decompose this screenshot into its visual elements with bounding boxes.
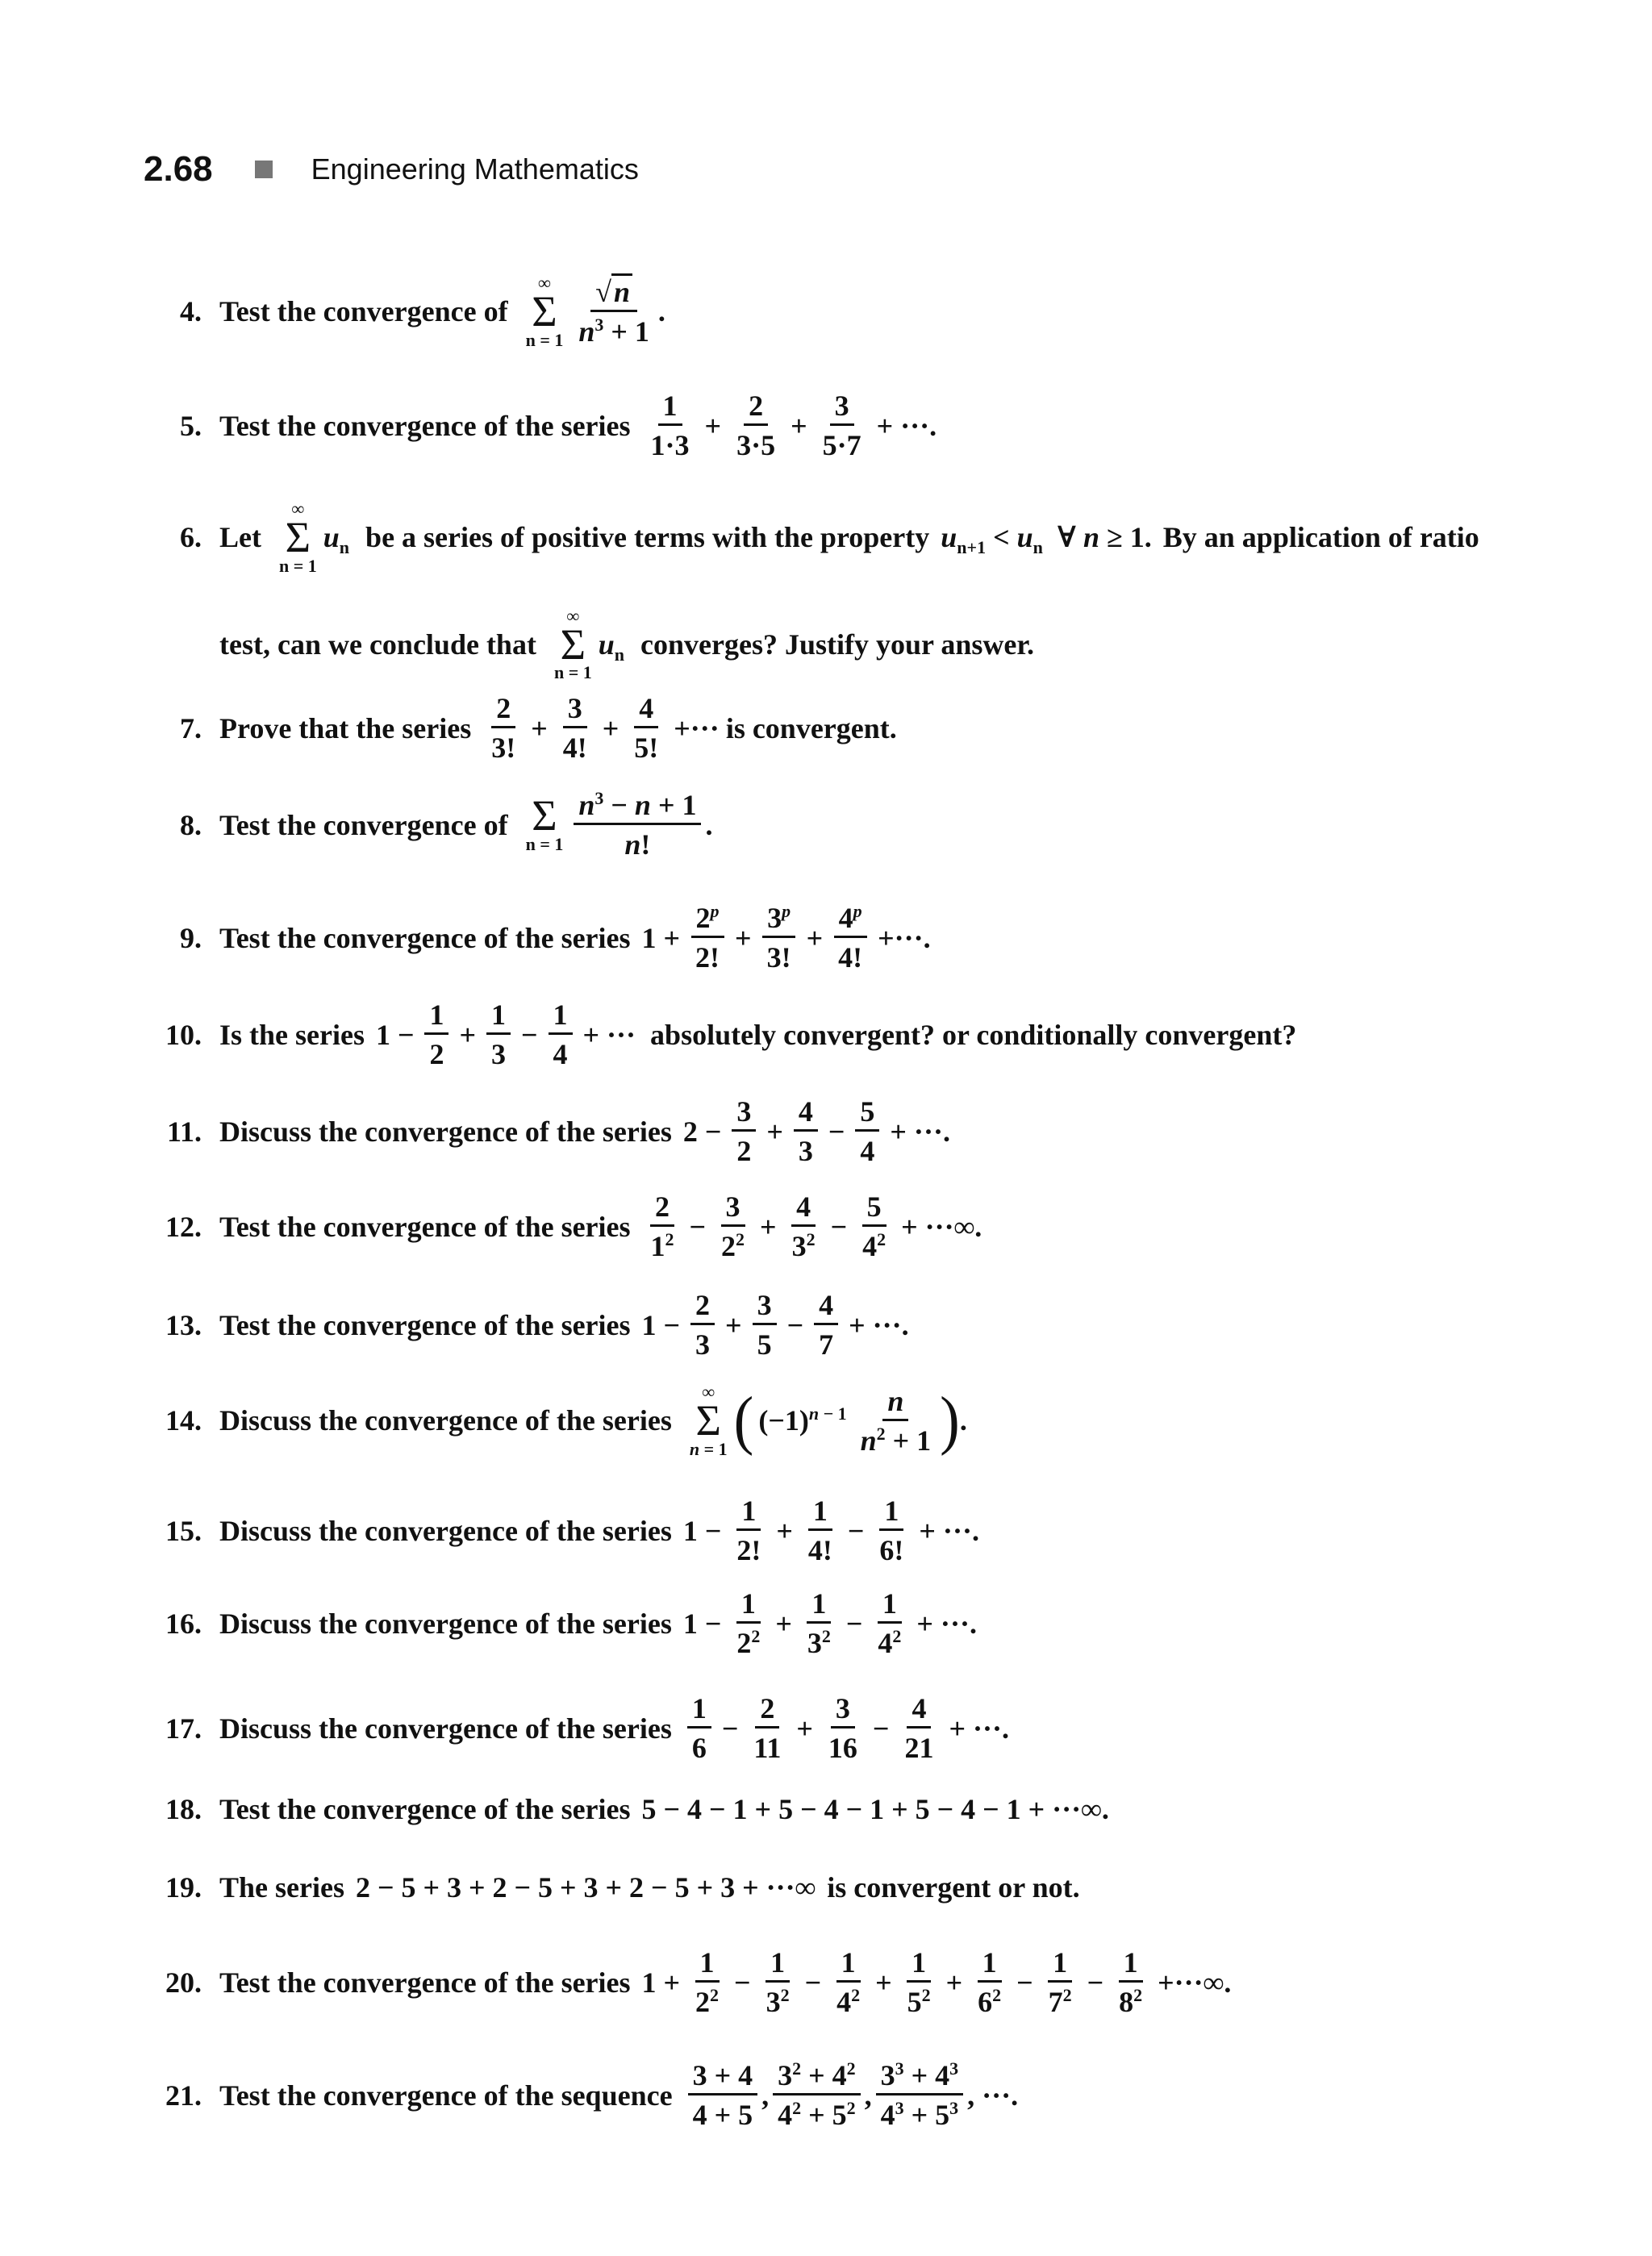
- fraction: $\frac{5}{4^2}$: [862, 1191, 886, 1262]
- fraction: $\frac{5}{4}$: [855, 1097, 879, 1166]
- fraction: $\frac{2}{3!}$: [491, 692, 516, 764]
- fraction: $\frac{n}{n^2 + 1}$: [860, 1384, 932, 1457]
- square-bullet-icon: [255, 161, 273, 178]
- fraction: $\frac{3}{2^2}$: [721, 1191, 745, 1262]
- problem-number: 16.: [165, 1607, 202, 1640]
- problem-text: Prove that the series: [219, 711, 472, 744]
- series-expression: 2 − 5 + 3 + 2 − 5 + 3 + 2 − 5 + 3 + ···∞: [355, 1871, 816, 1904]
- problem-text: Discuss the convergence of the series: [219, 1607, 672, 1640]
- problem-number: 18.: [165, 1793, 202, 1825]
- problem-text: converges? Justify your answer.: [640, 628, 1035, 661]
- fraction: $\frac{n^3 - n + 1}{n!}$: [574, 790, 701, 859]
- problem-number: 11.: [166, 1115, 202, 1148]
- fraction: $\frac{1}{6^2}$: [978, 1946, 1002, 2018]
- problem-13: 13. Test the convergence of the series 1 − $\frac{2}{3}$ + $\frac{3}{5}$ − $\frac{4}{7}$ + ···.: [129, 1291, 1596, 1359]
- problem-suffix: absolutely convergent? or conditionally convergent?: [650, 1018, 1297, 1051]
- problem-text: Test the convergence of the series: [219, 409, 631, 442]
- problem-14: 14. Discuss the convergence of the series ∞ Σ n = 1 ( $(-1)^{n - 1}$ $\frac{n}{n^2 + 1}$ ) .: [129, 1383, 1596, 1458]
- problem-21: 21. Test the convergence of the sequence $\frac{3 + 4}{4 + 5}$ , $\frac{3^2 + 4^2}{4^2 + 5^2}$ , $\frac{3^3 + 4^3}{4^3 + 5^3}$ , ···.: [129, 2061, 1596, 2129]
- fraction: $\frac{1}{2^2}$: [695, 1946, 720, 2018]
- fraction: $\frac{3}{4!}$: [562, 692, 587, 764]
- problem-text: Discuss the convergence of the series: [219, 1115, 672, 1148]
- fraction: $\frac{3}{5}$: [753, 1291, 777, 1359]
- problem-text: Test the convergence of the sequence: [219, 2079, 673, 2112]
- sum-symbol: ∞ Σ n = 1: [525, 273, 564, 350]
- fraction: $\frac{1}{6}$: [687, 1694, 711, 1762]
- problem-number: 19.: [165, 1871, 202, 1904]
- fraction: $\frac{1}{7^2}$: [1048, 1946, 1072, 2018]
- problem-4: 4. Test the convergence of ∞ Σ n = 1 $\frac{√n}{n^3 + 1}$ .: [129, 274, 1596, 349]
- problem-text: Discuss the convergence of the series: [219, 1514, 672, 1547]
- fraction: $\frac{3}{16}$: [828, 1692, 857, 1764]
- page-header: [144, 141, 639, 198]
- problem-number: 12.: [165, 1210, 202, 1243]
- fraction: $\frac{4}{5!}$: [634, 692, 659, 764]
- problem-number: 8.: [180, 808, 202, 841]
- problem-number: 10.: [165, 1018, 202, 1051]
- fraction: $\frac{4}{7}$: [814, 1291, 838, 1359]
- fraction: $\frac{1}{2^2}$: [736, 1587, 761, 1659]
- problem-16: 16. Discuss the convergence of the series 1 − $\frac{1}{2^2}$ + $\frac{1}{3^2}$ − $\frac{1}{4^2}$ + ···.: [129, 1589, 1596, 1658]
- fraction: $\frac{1}{3^2}$: [766, 1946, 790, 2018]
- problem-number: 5.: [180, 409, 202, 442]
- sum-symbol: ∞ Σ n = 1: [689, 1382, 728, 1459]
- problem-suffix: is convergent.: [725, 711, 897, 744]
- page-number: 2.68: [144, 149, 213, 189]
- problem-15: 15. Discuss the convergence of the series 1 − $\frac{1}{2!}$ + $\frac{1}{4!}$ − $\frac{1}{6!}$ + ···.: [129, 1496, 1596, 1565]
- problem-number: 15.: [165, 1514, 202, 1547]
- problem-text: Test the convergence of the series: [219, 1966, 631, 1999]
- problem-5: 5. Test the convergence of the series $\frac{1}{1\cdot 3}$ + $\frac{2}{3\cdot 5}$ + $\frac{3}{5\cdot 7}$ + ···.: [129, 391, 1596, 460]
- problem-12: 12. Test the convergence of the series $\frac{2}{1^2}$ − $\frac{3}{2^2}$ + $\frac{4}{3^2}$ − $\frac{5}{4^2}$ + ···∞.: [129, 1192, 1596, 1261]
- fraction: $\frac{1}{4}$: [549, 1000, 573, 1069]
- fraction: $\frac{2}{3}$: [690, 1291, 715, 1359]
- fraction: $\frac{1}{1\cdot 3}$: [650, 390, 690, 461]
- fraction: $\frac{4}{21}$: [904, 1692, 934, 1764]
- problem-text: Discuss the convergence of the series: [219, 1712, 672, 1745]
- problem-text: Test the convergence of the series: [219, 1210, 631, 1243]
- fraction: $\frac{1}{3^2}$: [807, 1587, 831, 1659]
- fraction: $\frac{1}{3}$: [486, 1000, 511, 1069]
- problem-text: By an application of ratio: [1162, 521, 1479, 554]
- problem-number: 14.: [165, 1404, 202, 1437]
- problem-text: The series: [219, 1871, 344, 1904]
- fraction: $\frac{1}{6!}$: [879, 1495, 904, 1566]
- problem-19: [129, 1873, 1596, 1902]
- sum-symbol: Σ n = 1: [525, 791, 564, 854]
- fraction: $\frac{1}{2!}$: [736, 1495, 761, 1566]
- problem-9: 9. Test the convergence of the series 1 + $\frac{2^p}{2!}$ + $\frac{3^p}{3!}$ + $\frac{4^p}{4!}$ +···.: [129, 903, 1596, 972]
- problem-17: 17. Discuss the convergence of the series $\frac{1}{6}$ − $\frac{2}{11}$ + $\frac{3}{16}$ − $\frac{4}{21}$ + ···.: [129, 1694, 1596, 1762]
- problem-text: Test the convergence of: [219, 295, 508, 328]
- fraction: $\frac{2^p}{2!}$: [690, 903, 724, 972]
- fraction: $\frac{4}{3}$: [794, 1097, 818, 1166]
- fraction: $\frac{2}{3\cdot 5}$: [736, 390, 776, 461]
- problem-6: 6. Let ∞ Σ n = 1 $u_n$ be a series of positive terms with the property $u_{n+1} < u_n$ ∀ n ≥ 1. By an application of ratio test, can we conclude that ∞ Σ n = 1 $u_n$ converges? Justify your answer.: [129, 500, 1596, 682]
- fraction: $\frac{√n}{n^3 + 1}$: [574, 277, 654, 346]
- sum-symbol: ∞ Σ n = 1: [553, 605, 592, 683]
- problem-suffix: is convergent or not.: [827, 1871, 1080, 1904]
- fraction: $\frac{3^3 + 4^3}{4^3 + 5^3}$: [876, 2061, 964, 2129]
- fraction: $\frac{1}{5^2}$: [907, 1946, 931, 2018]
- fraction: $\frac{1}{4!}$: [807, 1495, 832, 1566]
- fraction: $\frac{3}{5\cdot 7}$: [822, 390, 861, 461]
- problem-number: 6.: [180, 521, 202, 554]
- fraction: $\frac{1}{4^2}$: [878, 1587, 902, 1659]
- book-title: Engineering Mathematics: [311, 152, 639, 186]
- fraction: $\frac{3}{2}$: [732, 1097, 756, 1166]
- problem-18: [129, 1795, 1596, 1824]
- problem-text: Test the convergence of the series: [219, 1793, 631, 1825]
- fraction: $\frac{4}{3^2}$: [791, 1191, 816, 1262]
- problem-text: Test the convergence of the series: [219, 921, 631, 954]
- series-expression: 5 − 4 − 1 + 5 − 4 − 1 + 5 − 4 − 1 + ···∞.: [641, 1793, 1109, 1825]
- fraction: $\frac{1}{8^2}$: [1119, 1946, 1143, 2018]
- fraction: $\frac{1}{4^2}$: [836, 1946, 861, 2018]
- problem-text: Test the convergence of the series: [219, 1308, 631, 1341]
- problem-text: be a series of positive terms with the property: [365, 521, 930, 554]
- problem-text: Let: [219, 521, 261, 554]
- problem-number: 9.: [180, 921, 202, 954]
- problem-10: 10. Is the series 1 − $\frac{1}{2}$ + $\frac{1}{3}$ − $\frac{1}{4}$ + ··· absolutely convergent? or conditionally convergent?: [129, 1000, 1596, 1069]
- problem-11: 11. Discuss the convergence of the series 2 − $\frac{3}{2}$ + $\frac{4}{3}$ − $\frac{5}{4}$ + ···.: [129, 1097, 1596, 1166]
- problem-7: 7. Prove that the series $\frac{2}{3!}$ + $\frac{3}{4!}$ + $\frac{4}{5!}$ +··· is convergent.: [129, 694, 1596, 762]
- fraction: $\frac{2}{1^2}$: [650, 1191, 674, 1262]
- problem-text: test, can we conclude that: [219, 628, 536, 661]
- fraction: $\frac{3 + 4}{4 + 5}$: [688, 2061, 758, 2129]
- fraction: $\frac{2}{11}$: [753, 1692, 782, 1764]
- fraction: $\frac{3^p}{3!}$: [762, 903, 796, 972]
- problem-8: 8. Test the convergence of Σ n = 1 $\frac{n^3 - n + 1}{n!}$ .: [129, 790, 1596, 859]
- fraction: $\frac{4^p}{4!}$: [833, 903, 867, 972]
- problem-number: 7.: [180, 711, 202, 744]
- problem-text: Discuss the convergence of the series: [219, 1404, 672, 1437]
- problem-20: 20. Test the convergence of the series 1 + $\frac{1}{2^2}$ − $\frac{1}{3^2}$ − $\frac{1}{4^2}$ + $\frac{1}{5^2}$ + $\frac{1}{6^2}$ − $\frac{1}{7^2}$ − $\frac{1}{8^2}$ +···∞.: [129, 1948, 1596, 2016]
- problem-number: 21.: [165, 2079, 202, 2112]
- problem-number: 17.: [165, 1712, 202, 1745]
- problem-text: Test the convergence of: [219, 808, 508, 841]
- problem-number: 13.: [165, 1308, 202, 1341]
- problem-text: Is the series: [219, 1018, 365, 1051]
- fraction: $\frac{3^2 + 4^2}{4^2 + 5^2}$: [773, 2061, 861, 2129]
- fraction: $\frac{1}{2}$: [424, 1000, 448, 1069]
- sum-symbol: ∞ Σ n = 1: [278, 498, 317, 576]
- problem-number: 20.: [165, 1966, 202, 1999]
- problem-number: 4.: [180, 295, 202, 328]
